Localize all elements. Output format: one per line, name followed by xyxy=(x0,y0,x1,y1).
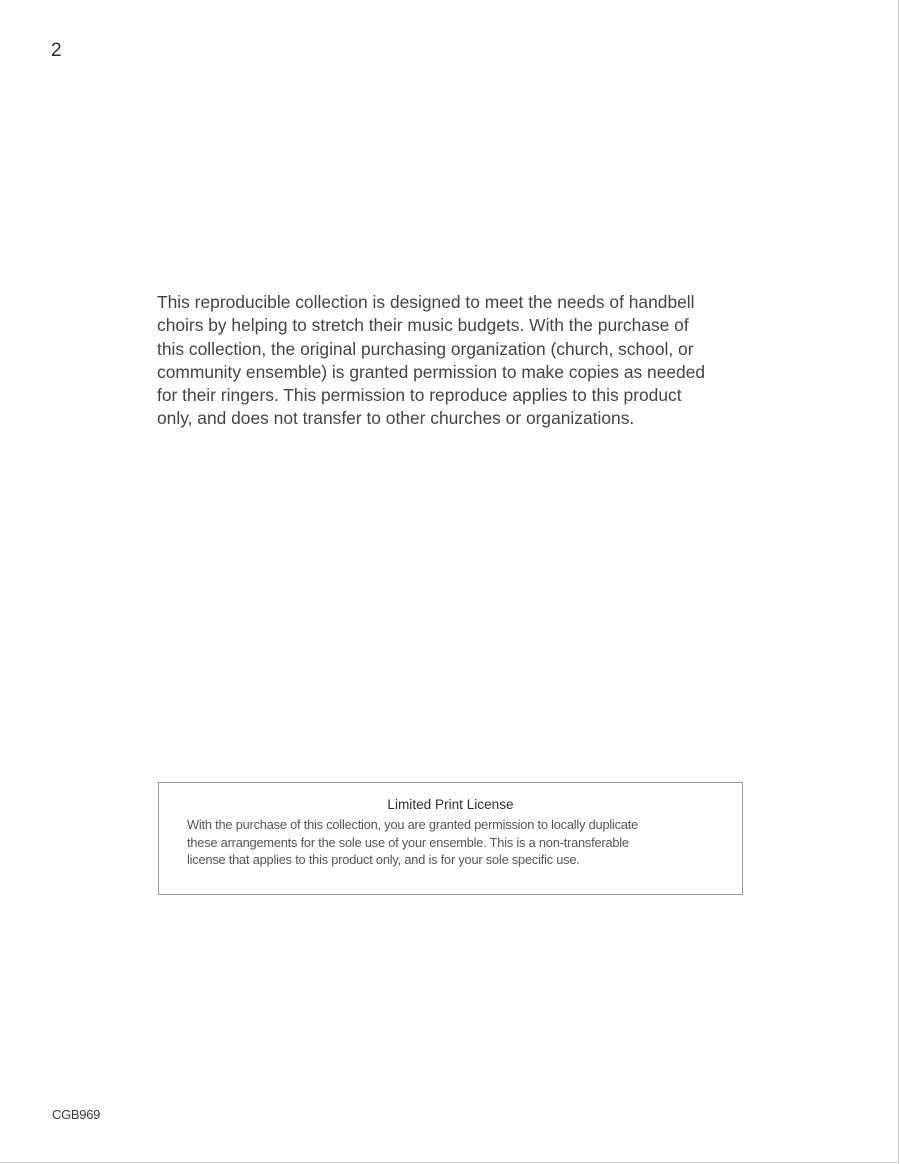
intro-paragraph: This reproducible collection is designed to meet the needs of handbell choirs by helping to stretch their music budgets. With the purchase of this collection, the original purchasing organization (church, school, or community ensemble) is granted permission to make copies as needed for their ringers. This permission to reproduce applies to this product only, and does not transfer to other churches or organizations. xyxy=(157,292,706,429)
license-text: With the purchase of this collection, you are granted permission to locally duplicate these arrangements for the sole use of your ensemble. This is a non-transferable license that applies to this product only, and is for your sole specific use. xyxy=(187,817,639,867)
license-box xyxy=(158,782,743,895)
license-title: Limited Print License xyxy=(387,797,514,812)
catalog-code: CGB969 xyxy=(52,1107,101,1122)
page-number: 2 xyxy=(51,40,62,61)
